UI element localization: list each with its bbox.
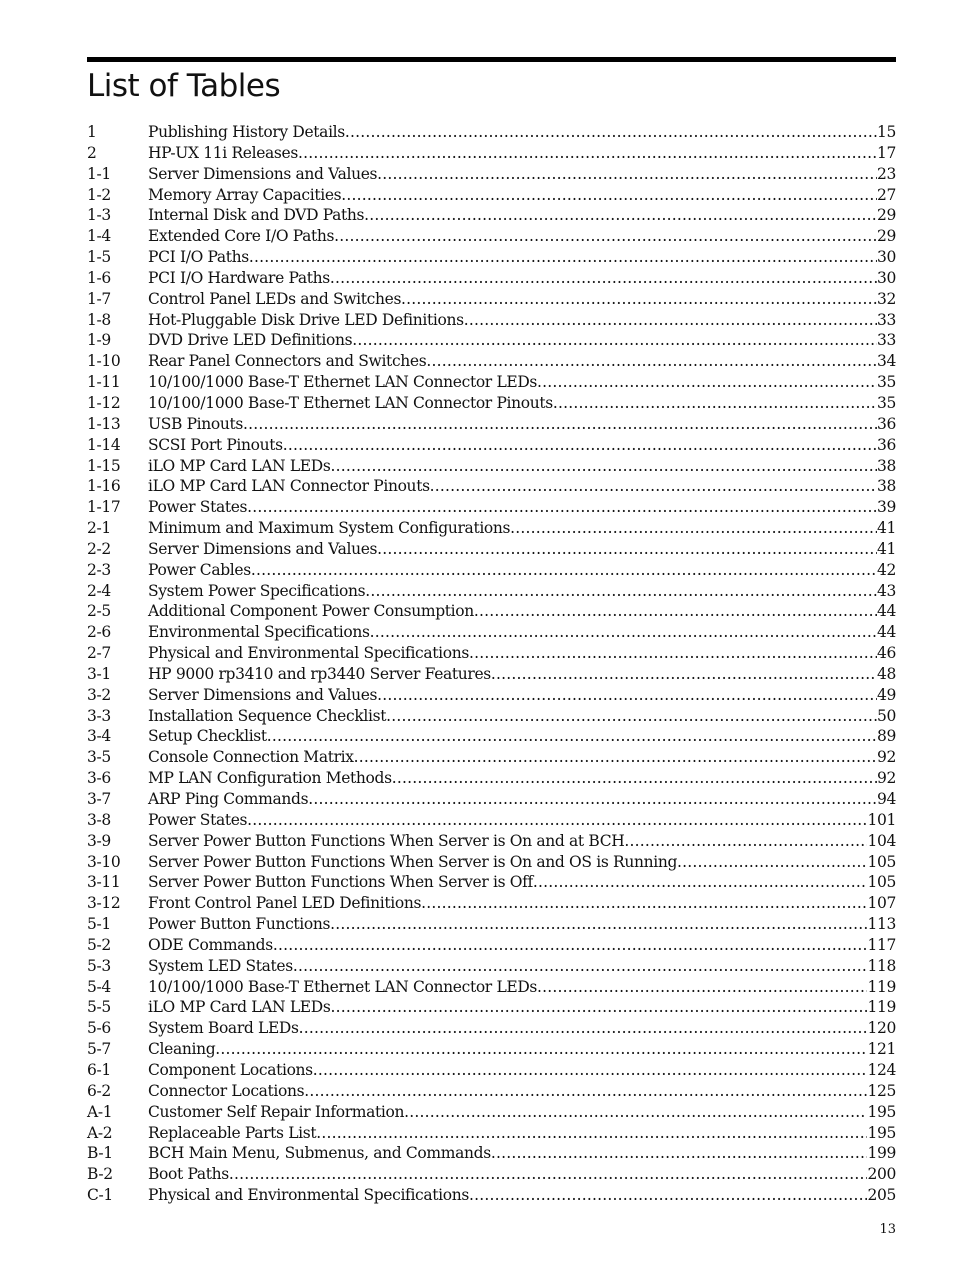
toc-entry[interactable] [87, 393, 896, 414]
table-title[interactable]: Server Power Button Functions When Server is On and at BCH [148, 831, 625, 850]
toc-entry[interactable] [87, 456, 896, 477]
page-reference[interactable]: 125 [867, 1081, 896, 1100]
dot-leader [313, 1060, 868, 1081]
dot-leader [537, 977, 867, 998]
toc-entry[interactable] [87, 1060, 896, 1081]
table-list [87, 122, 896, 1206]
table-title[interactable]: Component Locations [148, 1060, 313, 1079]
table-title[interactable]: HP 9000 rp3410 and rp3440 Server Features [148, 664, 491, 683]
toc-entry[interactable] [87, 747, 896, 768]
dot-leader [533, 872, 868, 893]
toc-entry[interactable] [87, 247, 896, 268]
dot-leader [537, 372, 877, 393]
page-reference[interactable]: 38 [876, 477, 896, 496]
table-title[interactable]: Power States [148, 810, 248, 829]
toc-entry[interactable] [87, 706, 896, 727]
page-reference[interactable]: 92 [876, 769, 896, 788]
dot-leader [308, 789, 877, 810]
page-reference[interactable]: 17 [876, 143, 896, 162]
title-rule [87, 57, 896, 62]
table-number: 3-11 [87, 873, 121, 892]
table-title[interactable]: Installation Sequence Checklist [148, 706, 387, 725]
table-number: 1-17 [87, 498, 121, 517]
table-number: 1-2 [87, 185, 111, 204]
table-title[interactable]: ARP Ping Commands [148, 790, 309, 808]
dot-leader [249, 247, 877, 268]
toc-entry[interactable] [87, 414, 896, 435]
table-number: 1-9 [87, 331, 111, 350]
table-title[interactable]: Server Power Button Functions When Server is Off [148, 873, 533, 892]
page-reference[interactable]: 33 [876, 310, 896, 329]
page-reference[interactable]: 39 [876, 498, 896, 517]
table-number: 6-2 [87, 1081, 111, 1100]
table-number: 1-15 [87, 456, 121, 475]
toc-entry[interactable] [87, 643, 896, 664]
page-reference[interactable]: 113 [867, 915, 896, 934]
table-title[interactable]: Minimum and Maximum System Configurations [148, 519, 511, 538]
table-title[interactable]: Physical and Environmental Specifications [148, 1186, 469, 1205]
page-reference[interactable]: 35 [876, 393, 896, 412]
table-title[interactable]: Front Control Panel LED Definitions [148, 894, 422, 913]
toc-entry[interactable] [87, 1123, 896, 1144]
page-reference[interactable]: 36 [876, 435, 896, 454]
toc-entry[interactable] [87, 310, 896, 331]
table-number: 5-5 [87, 998, 111, 1017]
dot-leader [330, 268, 877, 289]
dot-leader [426, 351, 877, 372]
toc-entry[interactable] [87, 560, 896, 581]
toc-entry[interactable] [87, 872, 896, 893]
table-title[interactable]: 10/100/1000 Base-T Ethernet LAN Connector LEDs [148, 977, 538, 996]
toc-entry[interactable] [87, 956, 896, 977]
toc-entry[interactable] [87, 852, 896, 873]
page-reference[interactable]: 15 [876, 123, 896, 141]
table-number: B-2 [87, 1165, 113, 1184]
table-number: 1-14 [87, 435, 121, 454]
table-title[interactable]: Boot Paths [148, 1165, 229, 1184]
table-number: 2-2 [87, 539, 111, 558]
toc-entry[interactable] [87, 205, 896, 226]
toc-entry[interactable] [87, 226, 896, 247]
toc-entry[interactable] [87, 351, 896, 372]
table-number: 2-4 [87, 581, 111, 600]
page-reference[interactable]: 41 [876, 519, 896, 538]
page-reference[interactable]: 30 [876, 268, 896, 287]
table-number: 1-1 [87, 164, 111, 183]
table-number: 3-8 [87, 810, 111, 829]
toc-entry[interactable] [87, 664, 896, 685]
dot-leader [377, 685, 877, 706]
dot-leader [491, 1143, 868, 1164]
page-reference[interactable]: 124 [867, 1060, 896, 1079]
toc-entry[interactable] [87, 810, 896, 831]
page-reference[interactable]: 44 [876, 602, 896, 621]
table-title[interactable]: Environmental Specifications [148, 623, 370, 642]
dot-leader [464, 310, 877, 331]
page-reference[interactable]: 29 [876, 206, 896, 225]
page-reference[interactable]: 119 [867, 977, 896, 996]
table-title[interactable]: MP LAN Configuration Methods [148, 769, 392, 788]
page-reference[interactable]: 195 [867, 1123, 896, 1142]
dot-leader [283, 435, 877, 456]
table-title[interactable]: Customer Self Repair Information [148, 1102, 405, 1121]
table-title[interactable]: Server Dimensions and Values [148, 685, 378, 704]
dot-leader [273, 935, 868, 956]
table-number: 3-9 [87, 831, 111, 850]
table-number: 1-4 [87, 227, 111, 246]
toc-entry[interactable] [87, 1185, 896, 1206]
toc-entry[interactable] [87, 539, 896, 560]
dot-leader [251, 560, 877, 581]
dot-leader [330, 914, 867, 935]
dot-leader [267, 726, 877, 747]
table-number: 2-7 [87, 644, 111, 663]
page-number: 13 [879, 1222, 896, 1237]
table-number: 3-12 [87, 894, 121, 913]
page-reference[interactable]: 117 [867, 935, 896, 954]
table-number: 5-1 [87, 915, 111, 934]
table-number: B-1 [87, 1144, 113, 1163]
toc-entry[interactable] [87, 977, 896, 998]
toc-entry[interactable] [87, 164, 896, 185]
table-title[interactable]: iLO MP Card LAN LEDs [148, 456, 331, 475]
page-reference[interactable]: 94 [876, 790, 896, 808]
toc-entry[interactable] [87, 1164, 896, 1185]
table-number: 3-1 [87, 664, 111, 683]
page-reference[interactable]: 92 [876, 748, 896, 767]
toc-entry[interactable] [87, 185, 896, 206]
table-title[interactable]: Setup Checklist [148, 727, 267, 746]
table-number: 1-11 [87, 373, 121, 392]
page-reference[interactable]: 195 [867, 1102, 896, 1121]
table-title[interactable]: iLO MP Card LAN Connector Pinouts [148, 477, 430, 496]
toc-entry[interactable] [87, 289, 896, 310]
table-number: 3-2 [87, 685, 111, 704]
dot-leader [491, 664, 877, 685]
table-title[interactable]: iLO MP Card LAN LEDs [148, 998, 331, 1017]
dot-leader [365, 581, 877, 602]
dot-leader [404, 1102, 867, 1123]
table-number: 3-5 [87, 748, 111, 767]
dot-leader [345, 122, 877, 143]
page-reference[interactable]: 120 [867, 1019, 896, 1038]
toc-entry[interactable] [87, 1039, 896, 1060]
dot-leader [430, 476, 877, 497]
page-reference[interactable]: 118 [867, 956, 896, 975]
table-title[interactable]: SCSI Port Pinouts [148, 435, 283, 454]
table-number: 3-3 [87, 706, 111, 725]
table-number: 5-6 [87, 1019, 111, 1038]
table-number: 3-4 [87, 727, 111, 746]
table-number: 1-6 [87, 268, 111, 287]
table-number: 1-12 [87, 393, 121, 412]
table-title[interactable]: Hot-Pluggable Disk Drive LED Definitions [148, 310, 464, 329]
dot-leader [330, 997, 867, 1018]
table-number: 1-16 [87, 477, 121, 496]
page-reference[interactable]: 38 [876, 456, 896, 475]
table-title[interactable]: DVD Drive LED Definitions [148, 331, 353, 350]
table-title[interactable]: Console Connection Matrix [148, 748, 354, 767]
toc-entry[interactable] [87, 622, 896, 643]
toc-entry[interactable] [87, 497, 896, 518]
toc-entry[interactable] [87, 1081, 896, 1102]
toc-entry[interactable] [87, 476, 896, 497]
table-title[interactable]: Extended Core I/O Paths [148, 227, 335, 246]
table-title[interactable]: System Board LEDs [148, 1019, 299, 1038]
dot-leader [341, 185, 877, 206]
toc-entry[interactable] [87, 997, 896, 1018]
dot-leader [334, 226, 877, 247]
table-number: 2-3 [87, 560, 111, 579]
toc-entry[interactable] [87, 581, 896, 602]
table-title[interactable]: Replaceable Parts List [148, 1123, 317, 1142]
table-title[interactable]: USB Pinouts [148, 414, 244, 433]
dot-leader [377, 539, 877, 560]
page-reference[interactable]: 46 [876, 644, 896, 663]
dot-leader [377, 164, 877, 185]
toc-entry[interactable] [87, 935, 896, 956]
dot-leader [299, 1018, 868, 1039]
page-reference[interactable]: 32 [876, 289, 896, 308]
table-title[interactable]: Memory Array Capacities [148, 185, 342, 204]
toc-entry[interactable] [87, 122, 896, 143]
page-reference[interactable]: 105 [867, 852, 896, 871]
table-title[interactable]: Publishing History Details [148, 123, 345, 141]
dot-leader [510, 518, 877, 539]
toc-entry[interactable] [87, 1018, 896, 1039]
table-number: 3-7 [87, 790, 111, 808]
dot-leader [421, 893, 867, 914]
page-reference[interactable]: 104 [867, 831, 896, 850]
page-reference[interactable]: 36 [876, 414, 896, 433]
page-reference[interactable]: 27 [876, 185, 896, 204]
page-reference[interactable]: 107 [867, 894, 896, 913]
toc-entry[interactable] [87, 372, 896, 393]
page-reference[interactable]: 89 [876, 727, 896, 746]
dot-leader [553, 393, 877, 414]
table-title[interactable]: Internal Disk and DVD Paths [148, 206, 365, 225]
table-number: 5-3 [87, 956, 111, 975]
table-title[interactable]: Rear Panel Connectors and Switches [148, 352, 427, 371]
dot-leader [364, 205, 877, 226]
toc-entry[interactable] [87, 143, 896, 164]
table-title[interactable]: System LED States [148, 956, 293, 975]
table-title[interactable]: Cleaning [148, 1040, 216, 1059]
table-title[interactable]: 10/100/1000 Base-T Ethernet LAN Connector Pinouts [148, 393, 553, 412]
dot-leader [474, 601, 877, 622]
table-number: 3-10 [87, 852, 121, 871]
dot-leader [293, 956, 868, 977]
table-title[interactable]: Server Dimensions and Values [148, 164, 378, 183]
page-reference[interactable]: 43 [876, 581, 896, 600]
table-number: 2-5 [87, 602, 111, 621]
page-reference[interactable]: 42 [876, 560, 896, 579]
table-title[interactable]: System Power Specifications [148, 581, 366, 600]
toc-entry[interactable] [87, 435, 896, 456]
table-number: 6-1 [87, 1060, 111, 1079]
page-reference[interactable]: 33 [876, 331, 896, 350]
table-number: 2-6 [87, 623, 111, 642]
table-title[interactable]: ODE Commands [148, 935, 273, 954]
page-reference[interactable]: 44 [876, 623, 896, 642]
toc-entry[interactable] [87, 1143, 896, 1164]
dot-leader [677, 852, 867, 873]
table-title[interactable]: BCH Main Menu, Submenus, and Commands [148, 1144, 491, 1163]
toc-entry[interactable] [87, 768, 896, 789]
table-number: A-1 [87, 1102, 113, 1121]
table-number: 1-8 [87, 310, 111, 329]
table-number: 1-5 [87, 248, 111, 267]
dot-leader [469, 1185, 867, 1206]
dot-leader [370, 622, 877, 643]
toc-entry[interactable] [87, 726, 896, 747]
page-reference[interactable]: 50 [876, 706, 896, 725]
page-reference[interactable]: 121 [867, 1040, 896, 1059]
page-reference[interactable]: 49 [876, 685, 896, 704]
page-reference[interactable]: 101 [867, 810, 896, 829]
toc-entry[interactable] [87, 330, 896, 351]
table-number: 5-7 [87, 1040, 111, 1059]
table-number: 5-2 [87, 935, 111, 954]
toc-entry[interactable] [87, 601, 896, 622]
table-number: 1-7 [87, 289, 111, 308]
dot-leader [298, 143, 877, 164]
table-title[interactable]: 10/100/1000 Base-T Ethernet LAN Connector LEDs [148, 373, 538, 392]
dot-leader [215, 1039, 867, 1060]
table-number: 1-3 [87, 206, 111, 225]
table-number: C-1 [87, 1186, 113, 1205]
page-reference[interactable]: 30 [876, 248, 896, 267]
page-reference[interactable]: 105 [867, 873, 896, 892]
dot-leader [354, 747, 877, 768]
table-title[interactable]: Connector Locations [148, 1081, 305, 1100]
toc-entry[interactable] [87, 1102, 896, 1123]
table-title[interactable]: PCI I/O Hardware Paths [148, 268, 330, 287]
table-title[interactable]: Control Panel LEDs and Switches [148, 289, 402, 308]
table-title[interactable]: Physical and Environmental Specifications [148, 644, 469, 663]
page-title: List of Tables [87, 68, 281, 104]
table-title[interactable]: Power Button Functions [148, 915, 331, 934]
dot-leader [352, 330, 877, 351]
dot-leader [392, 768, 877, 789]
table-title[interactable]: Server Power Button Functions When Server is On and OS is Running [148, 852, 678, 871]
page-reference[interactable]: 48 [876, 664, 896, 683]
table-number: 2-1 [87, 519, 111, 538]
table-title[interactable]: Server Dimensions and Values [148, 539, 378, 558]
table-number: 1-10 [87, 352, 121, 371]
dot-leader [316, 1123, 867, 1144]
dot-leader [247, 497, 877, 518]
table-title[interactable]: Power Cables [148, 560, 251, 579]
toc-entry[interactable] [87, 685, 896, 706]
dot-leader [330, 456, 877, 477]
dot-leader [386, 706, 877, 727]
table-number: 3-6 [87, 769, 111, 788]
page-reference[interactable]: 23 [876, 164, 896, 183]
dot-leader [229, 1164, 868, 1185]
toc-entry[interactable] [87, 914, 896, 935]
table-title[interactable]: HP-UX 11i Releases [148, 143, 298, 162]
table-number: A-2 [87, 1123, 113, 1142]
table-title[interactable]: PCI I/O Paths [148, 248, 249, 267]
toc-entry[interactable] [87, 789, 896, 810]
table-number: 2 [87, 143, 97, 162]
toc-entry[interactable] [87, 831, 896, 852]
table-title[interactable]: Additional Component Power Consumption [148, 602, 474, 621]
page-reference[interactable]: 119 [867, 998, 896, 1017]
page-reference[interactable]: 29 [876, 227, 896, 246]
dot-leader [247, 810, 867, 831]
toc-entry[interactable] [87, 268, 896, 289]
page-reference[interactable]: 199 [867, 1144, 896, 1163]
table-number: 1-13 [87, 414, 121, 433]
dot-leader [624, 831, 867, 852]
page-reference[interactable]: 200 [867, 1165, 896, 1184]
page-reference[interactable]: 35 [876, 373, 896, 392]
table-title[interactable]: Power States [148, 498, 248, 517]
page-reference[interactable]: 34 [876, 352, 896, 371]
toc-entry[interactable] [87, 518, 896, 539]
dot-leader [304, 1081, 867, 1102]
page-reference[interactable]: 205 [867, 1186, 896, 1205]
dot-leader [243, 414, 877, 435]
table-number: 1 [87, 123, 97, 141]
page-reference[interactable]: 41 [876, 539, 896, 558]
dot-leader [401, 289, 877, 310]
dot-leader [469, 643, 877, 664]
toc-entry[interactable] [87, 893, 896, 914]
table-number: 5-4 [87, 977, 111, 996]
